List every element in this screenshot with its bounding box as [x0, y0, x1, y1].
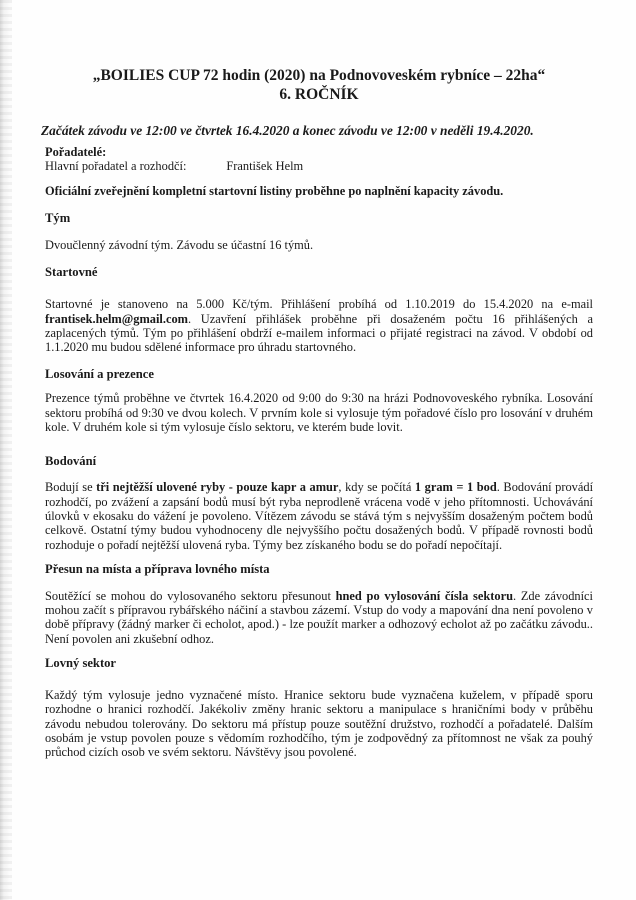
organizers-block	[45, 146, 593, 173]
text-run: Startovné je stanoveno na 5.000 Kč/tým. Přihlášení probíhá od 1.10.2019 do 15.4.2020 na e-mail	[45, 297, 593, 312]
organizer-name: František Helm	[226, 158, 304, 173]
section-paragraph-bodovani	[45, 480, 593, 551]
section-heading-presun: Přesun na místa a příprava lovného místa	[45, 561, 270, 576]
section-heading-lovny-sektor: Lovný sektor	[45, 656, 117, 671]
text-run: Prezence týmů proběhne ve čtvrtek 16.4.2020 od 9:00 do 9:30 na hrázi Podnovoveského rybníka. Losování sektoru probíhá od 9:30 ve dvou kolech. V prvním kole si vylosuje tým pořadové číslo pro losování v druhém kole. V druhém kole si tým vylosuje číslo sektoru, ve kterém bude lovit.	[45, 391, 593, 435]
startlist-note: Oficiální zveřejnění kompletní startovní listiny proběhne po naplnění kapacity závodu.	[45, 184, 504, 198]
text-run: . Zde závodníci mohou začít s přípravou rybářského náčiní a stavbou zázemí. Vstup do vody a mapování dna není povoleno v době přípravy (žádný marker či echolot, apod.) - lze použít marker a odhozový echolot až po začátku závodu.. Není povolen ani zkušební odhoz.	[45, 588, 594, 646]
text-run: , kdy se počítá	[338, 480, 415, 495]
section-heading-tym: Tým	[45, 211, 71, 225]
organizers-row	[45, 160, 593, 174]
text-run: Dvoučlenný závodní tým. Závodu se účastní 16 týmů.	[45, 238, 314, 252]
document-content	[41, 66, 594, 760]
event-schedule-line: Začátek závodu ve 12:00 ve čtvrtek 16.4.2020 a konec závodu ve 12:00 v neděli 19.4.2020.	[41, 123, 534, 138]
section-paragraph-presun	[45, 589, 593, 646]
document-subtitle: 6. ROČNÍK	[279, 86, 359, 103]
section-paragraph-tym	[45, 238, 593, 252]
text-run-bold: 1 gram = 1 bod	[414, 480, 497, 495]
section-heading-startovne: Startovné	[45, 265, 98, 280]
organizers-heading: Pořadatelé:	[45, 145, 107, 159]
text-run: Každý tým vylosuje jedno vyznačené místo. Hranice sektoru bude vyznačena kuželem, v případě sporu rozhodne o hranici rozhodčí. Jakékoliv změny hranic sektoru a manipulace s hraničními body v průběhu závodu nebudou tolerovány. Do sektoru má přístup pouze soutěžní družstvo, rozhodčí a pořadatelé. Dalším osobám je vstup povolen pouze s vědomím rozhodčího, tým je zodpovědný za přítomnost ne však za pouhý průchod cizích osob ve svém sektoru. Návštěvy jsou povolené.	[45, 688, 593, 760]
scan-edge-artifact	[0, 0, 12, 900]
text-run: Soutěžící se mohou do vylosovaného sektoru přesunout	[45, 588, 336, 603]
text-run: . Bodování provádí rozhodčí, po zvážení a zapsání bodů musí být ryba neprodleně vrácena vodě v jeho přítomnosti. Uchovávání úlovků v ekosaku do vážení je povoleno. Vítězem závodu se stává tým s nejvyšším dosaženým počtem bodů celkově. Ostatní týmy budou vyhodnoceny dle nejvyššího počtu dosažených bodů. V případě rovnosti bodů rozhoduje o pořadí nejtěžší ulovená ryba. Týmy bez získaného bodu se do pořadí nepočítají.	[45, 480, 594, 552]
section-heading-losovani: Losování a prezence	[45, 367, 154, 382]
section-paragraph-losovani	[45, 391, 593, 434]
text-run: Bodují se	[45, 480, 97, 495]
section-paragraph-lovny-sektor	[45, 688, 593, 759]
text-run-bold-email: frantisek.helm@gmail.com	[45, 311, 188, 326]
text-run-bold: tři nejtěžší ulovené ryby - pouze kapr a amur	[96, 480, 339, 495]
section-paragraph-startovne	[45, 297, 593, 354]
text-run: . Uzavření přihlášek proběhne při dosaženém počtu 16 přihlášených a zaplacených týmů. Tým po přihlášení obdrží e-mailem informaci o přijaté registraci na závod. V období od 1.1.2020 mu budou sdělené informace pro úhradu startovného.	[45, 311, 593, 355]
organizer-role: Hlavní pořadatel a rozhodčí:	[45, 158, 187, 173]
document-title: „BOILIES CUP 72 hodin (2020) na Podnovoveském rybníce – 22ha“	[92, 67, 546, 84]
section-heading-bodovani: Bodování	[45, 454, 97, 469]
text-run-bold: hned po vylosování čísla sektoru	[335, 588, 513, 603]
